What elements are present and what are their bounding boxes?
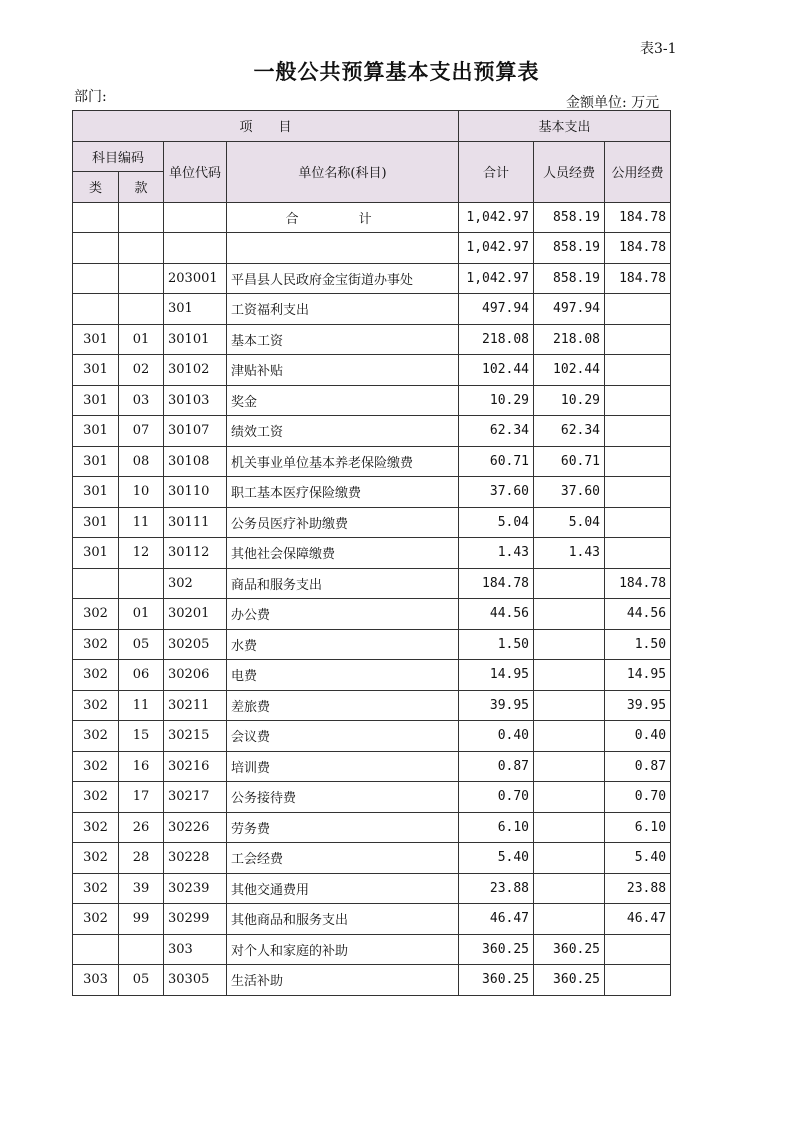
cell-lei: 301: [73, 416, 119, 447]
cell-total: 10.29: [459, 385, 534, 416]
cell-kuan: 26: [119, 812, 164, 843]
cell-unit-code: 30228: [164, 843, 227, 874]
header-basic-expenditure: 基本支出: [459, 111, 671, 142]
cell-lei: 301: [73, 538, 119, 569]
cell-lei: 303: [73, 965, 119, 996]
cell-public: 46.47: [605, 904, 671, 935]
cell-public: 184.78: [605, 202, 671, 233]
cell-kuan: [119, 263, 164, 294]
cell-personnel: 37.60: [534, 477, 605, 508]
cell-public: 0.87: [605, 751, 671, 782]
cell-total: 1.43: [459, 538, 534, 569]
cell-lei: 302: [73, 843, 119, 874]
cell-public: 44.56: [605, 599, 671, 630]
cell-total: 60.71: [459, 446, 534, 477]
cell-lei: 302: [73, 629, 119, 660]
budget-table: [72, 110, 671, 996]
cell-kuan: 12: [119, 538, 164, 569]
cell-public: [605, 538, 671, 569]
cell-unit-code: 30101: [164, 324, 227, 355]
table-row: [73, 568, 671, 599]
cell-lei: 301: [73, 446, 119, 477]
cell-public: 23.88: [605, 873, 671, 904]
cell-kuan: 05: [119, 965, 164, 996]
cell-unit-code: 30102: [164, 355, 227, 386]
cell-unit-code: 30299: [164, 904, 227, 935]
cell-unit-code: 30107: [164, 416, 227, 447]
table-row: [73, 934, 671, 965]
header-personnel: 人员经费: [534, 141, 605, 202]
cell-unit-code: 30111: [164, 507, 227, 538]
cell-kuan: [119, 568, 164, 599]
cell-unit-code: 30211: [164, 690, 227, 721]
cell-total: 44.56: [459, 599, 534, 630]
cell-total: 184.78: [459, 568, 534, 599]
table-header: [73, 111, 671, 203]
cell-kuan: 01: [119, 599, 164, 630]
cell-kuan: 05: [119, 629, 164, 660]
cell-personnel: 1.43: [534, 538, 605, 569]
cell-total: 39.95: [459, 690, 534, 721]
cell-lei: [73, 934, 119, 965]
header-total: 合计: [459, 141, 534, 202]
cell-personnel: 218.08: [534, 324, 605, 355]
cell-lei: 302: [73, 782, 119, 813]
cell-unit-code: 30215: [164, 721, 227, 752]
cell-lei: 302: [73, 660, 119, 691]
cell-public: 184.78: [605, 233, 671, 264]
cell-lei: 302: [73, 873, 119, 904]
cell-personnel: 497.94: [534, 294, 605, 325]
header-public: 公用经费: [605, 141, 671, 202]
cell-unit-name: 水费: [227, 629, 459, 660]
table-row: [73, 629, 671, 660]
cell-lei: [73, 233, 119, 264]
cell-personnel: 858.19: [534, 202, 605, 233]
cell-kuan: [119, 294, 164, 325]
cell-kuan: 11: [119, 690, 164, 721]
table-row: [73, 751, 671, 782]
cell-unit-code: [164, 202, 227, 233]
table-row: [73, 965, 671, 996]
table-row: [73, 782, 671, 813]
table-row: [73, 477, 671, 508]
cell-unit-name: 培训费: [227, 751, 459, 782]
cell-unit-code: 30305: [164, 965, 227, 996]
table-row: [73, 324, 671, 355]
cell-kuan: 39: [119, 873, 164, 904]
table-row: [73, 721, 671, 752]
header-subject-code: 科目编码: [73, 141, 164, 172]
cell-personnel: [534, 660, 605, 691]
cell-total: 360.25: [459, 934, 534, 965]
cell-public: [605, 965, 671, 996]
cell-total: 0.87: [459, 751, 534, 782]
cell-personnel: 10.29: [534, 385, 605, 416]
cell-total: 62.34: [459, 416, 534, 447]
header-kuan: 款: [119, 172, 164, 203]
cell-personnel: [534, 873, 605, 904]
cell-unit-name: 差旅费: [227, 690, 459, 721]
cell-public: [605, 324, 671, 355]
cell-total: 37.60: [459, 477, 534, 508]
table-row: [73, 355, 671, 386]
cell-unit-code: 303: [164, 934, 227, 965]
cell-unit-name: 其他交通费用: [227, 873, 459, 904]
table-number: 表3-1: [640, 41, 677, 57]
cell-kuan: [119, 202, 164, 233]
cell-public: 14.95: [605, 660, 671, 691]
cell-lei: [73, 202, 119, 233]
cell-unit-name: 其他商品和服务支出: [227, 904, 459, 935]
cell-public: [605, 507, 671, 538]
cell-unit-name: 劳务费: [227, 812, 459, 843]
cell-unit-name: 公务接待费: [227, 782, 459, 813]
cell-unit-name: 合 计: [227, 202, 459, 233]
cell-lei: 302: [73, 904, 119, 935]
cell-total: 0.40: [459, 721, 534, 752]
cell-unit-name: 生活补助: [227, 965, 459, 996]
amount-unit-label: 金额单位: 万元: [566, 95, 660, 111]
cell-lei: [73, 294, 119, 325]
cell-personnel: 102.44: [534, 355, 605, 386]
cell-total: 218.08: [459, 324, 534, 355]
cell-unit-name: [227, 233, 459, 264]
cell-public: 6.10: [605, 812, 671, 843]
cell-unit-code: 30205: [164, 629, 227, 660]
cell-unit-code: 30206: [164, 660, 227, 691]
cell-personnel: [534, 904, 605, 935]
cell-public: 5.40: [605, 843, 671, 874]
cell-unit-name: 平昌县人民政府金宝街道办事处: [227, 263, 459, 294]
cell-kuan: 08: [119, 446, 164, 477]
department-label: 部门:: [74, 89, 107, 105]
cell-unit-name: 工会经费: [227, 843, 459, 874]
cell-total: 1,042.97: [459, 263, 534, 294]
cell-unit-name: 绩效工资: [227, 416, 459, 447]
cell-unit-code: 30108: [164, 446, 227, 477]
cell-total: 102.44: [459, 355, 534, 386]
cell-public: [605, 446, 671, 477]
cell-public: 184.78: [605, 263, 671, 294]
cell-personnel: [534, 812, 605, 843]
cell-lei: 302: [73, 751, 119, 782]
cell-public: [605, 934, 671, 965]
cell-unit-name: 工资福利支出: [227, 294, 459, 325]
cell-personnel: [534, 843, 605, 874]
cell-kuan: 15: [119, 721, 164, 752]
cell-total: 46.47: [459, 904, 534, 935]
cell-unit-name: 其他社会保障缴费: [227, 538, 459, 569]
cell-kuan: 01: [119, 324, 164, 355]
cell-lei: [73, 568, 119, 599]
table-row: [73, 873, 671, 904]
cell-unit-code: 30217: [164, 782, 227, 813]
cell-public: [605, 294, 671, 325]
cell-lei: 301: [73, 355, 119, 386]
cell-unit-code: 203001: [164, 263, 227, 294]
cell-unit-code: 30103: [164, 385, 227, 416]
table-row: [73, 538, 671, 569]
cell-unit-code: [164, 233, 227, 264]
cell-kuan: 07: [119, 416, 164, 447]
cell-personnel: 60.71: [534, 446, 605, 477]
cell-lei: 301: [73, 507, 119, 538]
cell-kuan: 11: [119, 507, 164, 538]
cell-unit-code: 30201: [164, 599, 227, 630]
cell-total: 360.25: [459, 965, 534, 996]
cell-lei: 302: [73, 599, 119, 630]
cell-total: 1.50: [459, 629, 534, 660]
cell-kuan: 03: [119, 385, 164, 416]
table-row: [73, 904, 671, 935]
cell-lei: 302: [73, 690, 119, 721]
table-body: [73, 202, 671, 995]
table-row: [73, 263, 671, 294]
cell-unit-name: 办公费: [227, 599, 459, 630]
cell-kuan: 06: [119, 660, 164, 691]
table-row: [73, 294, 671, 325]
page-title: 一般公共预算基本支出预算表: [253, 59, 540, 84]
cell-personnel: 5.04: [534, 507, 605, 538]
cell-personnel: 360.25: [534, 934, 605, 965]
cell-personnel: [534, 721, 605, 752]
table-row: [73, 507, 671, 538]
table-row: [73, 690, 671, 721]
cell-unit-code: 30112: [164, 538, 227, 569]
cell-total: 0.70: [459, 782, 534, 813]
cell-public: [605, 385, 671, 416]
table-row: [73, 233, 671, 264]
header-unit-name: 单位名称(科目): [227, 141, 459, 202]
table-row: [73, 202, 671, 233]
cell-public: 39.95: [605, 690, 671, 721]
cell-unit-name: 电费: [227, 660, 459, 691]
header-unit-code: 单位代码: [164, 141, 227, 202]
cell-lei: 301: [73, 324, 119, 355]
cell-personnel: 62.34: [534, 416, 605, 447]
cell-kuan: 28: [119, 843, 164, 874]
cell-total: 497.94: [459, 294, 534, 325]
table-row: [73, 599, 671, 630]
cell-unit-code: 30216: [164, 751, 227, 782]
cell-unit-code: 30110: [164, 477, 227, 508]
header-lei: 类: [73, 172, 119, 203]
cell-total: 23.88: [459, 873, 534, 904]
cell-kuan: 02: [119, 355, 164, 386]
cell-lei: 301: [73, 477, 119, 508]
cell-personnel: [534, 751, 605, 782]
cell-personnel: [534, 690, 605, 721]
table-row: [73, 446, 671, 477]
cell-unit-name: 商品和服务支出: [227, 568, 459, 599]
cell-total: 1,042.97: [459, 202, 534, 233]
cell-unit-code: 30239: [164, 873, 227, 904]
cell-unit-name: 津贴补贴: [227, 355, 459, 386]
cell-unit-code: 30226: [164, 812, 227, 843]
cell-personnel: 858.19: [534, 263, 605, 294]
cell-total: 14.95: [459, 660, 534, 691]
cell-personnel: [534, 568, 605, 599]
cell-unit-name: 奖金: [227, 385, 459, 416]
cell-unit-code: 302: [164, 568, 227, 599]
cell-personnel: 360.25: [534, 965, 605, 996]
cell-public: 0.70: [605, 782, 671, 813]
table-row: [73, 812, 671, 843]
cell-lei: 301: [73, 385, 119, 416]
cell-lei: 302: [73, 721, 119, 752]
cell-total: 5.04: [459, 507, 534, 538]
cell-public: 1.50: [605, 629, 671, 660]
cell-total: 1,042.97: [459, 233, 534, 264]
cell-kuan: [119, 233, 164, 264]
cell-unit-name: 职工基本医疗保险缴费: [227, 477, 459, 508]
table-row: [73, 385, 671, 416]
table-row: [73, 843, 671, 874]
cell-personnel: [534, 782, 605, 813]
cell-total: 5.40: [459, 843, 534, 874]
cell-personnel: [534, 599, 605, 630]
cell-unit-name: 公务员医疗补助缴费: [227, 507, 459, 538]
cell-unit-name: 基本工资: [227, 324, 459, 355]
header-item: 项 目: [73, 111, 459, 142]
cell-public: 184.78: [605, 568, 671, 599]
cell-public: [605, 355, 671, 386]
cell-total: 6.10: [459, 812, 534, 843]
table-row: [73, 660, 671, 691]
cell-kuan: 99: [119, 904, 164, 935]
cell-kuan: 10: [119, 477, 164, 508]
cell-public: [605, 416, 671, 447]
cell-lei: [73, 263, 119, 294]
cell-lei: 302: [73, 812, 119, 843]
cell-unit-code: 301: [164, 294, 227, 325]
cell-unit-name: 会议费: [227, 721, 459, 752]
cell-personnel: 858.19: [534, 233, 605, 264]
table-row: [73, 416, 671, 447]
cell-public: [605, 477, 671, 508]
cell-personnel: [534, 629, 605, 660]
cell-kuan: 16: [119, 751, 164, 782]
cell-unit-name: 对个人和家庭的补助: [227, 934, 459, 965]
cell-kuan: 17: [119, 782, 164, 813]
cell-public: 0.40: [605, 721, 671, 752]
cell-unit-name: 机关事业单位基本养老保险缴费: [227, 446, 459, 477]
cell-kuan: [119, 934, 164, 965]
